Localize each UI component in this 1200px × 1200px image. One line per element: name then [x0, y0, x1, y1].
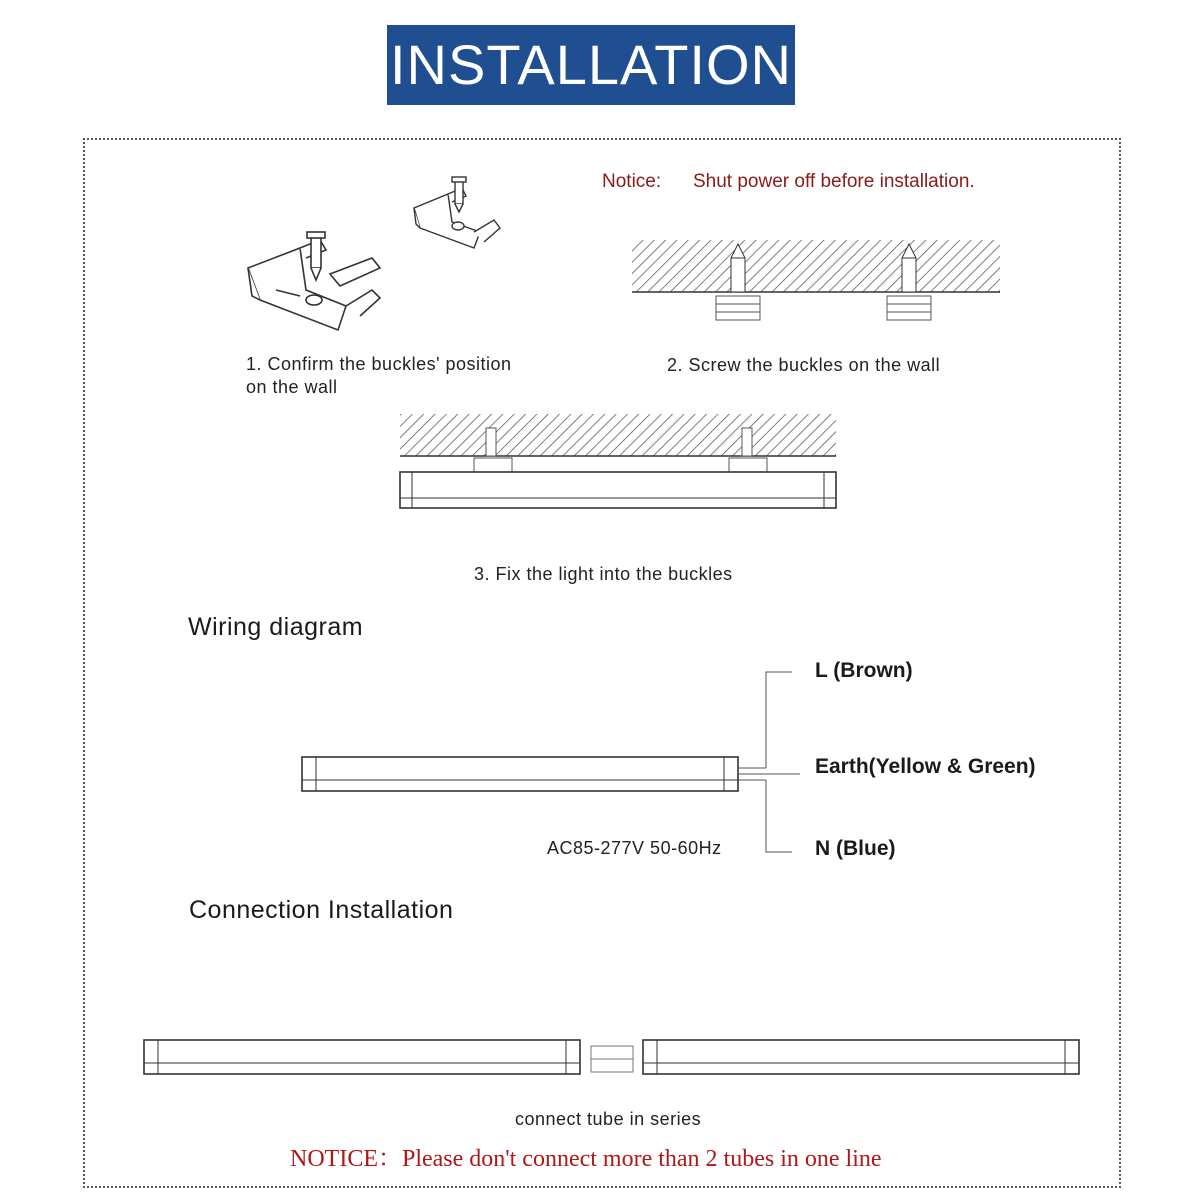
step-1-text-continued: on the wall	[246, 377, 338, 397]
step-3-text: 3. Fix the light into the buckles	[474, 564, 733, 584]
step-2-text: 2. Screw the buckles on the wall	[667, 355, 941, 375]
connection-notice: NOTICE：Please don't connect more than 2 tubes in one line	[290, 1146, 882, 1172]
page-title: INSTALLATION	[387, 25, 795, 105]
wire-neutral-label: N (Blue)	[815, 837, 896, 860]
step-1-text: 1. Confirm the buckles' position	[246, 354, 512, 374]
wall-with-screws-diagram	[632, 240, 1000, 320]
wire-earth-label: Earth(Yellow & Green)	[815, 755, 1036, 778]
buckle-clip-large-icon	[248, 232, 380, 330]
light-in-buckles-diagram	[400, 414, 836, 508]
wiring-tube-diagram	[302, 672, 800, 852]
notice-text: Shut power off before installation.	[693, 171, 975, 192]
connection-caption: connect tube in series	[515, 1109, 702, 1129]
voltage-label: AC85-277V 50-60Hz	[547, 838, 722, 858]
connection-heading: Connection Installation	[189, 896, 454, 924]
wiring-heading: Wiring diagram	[188, 613, 364, 641]
connection-tubes-diagram	[144, 1040, 1079, 1074]
wire-live-label: L (Brown)	[815, 659, 913, 682]
notice-label: Notice:	[602, 171, 662, 192]
buckle-clip-small-icon	[414, 177, 500, 248]
